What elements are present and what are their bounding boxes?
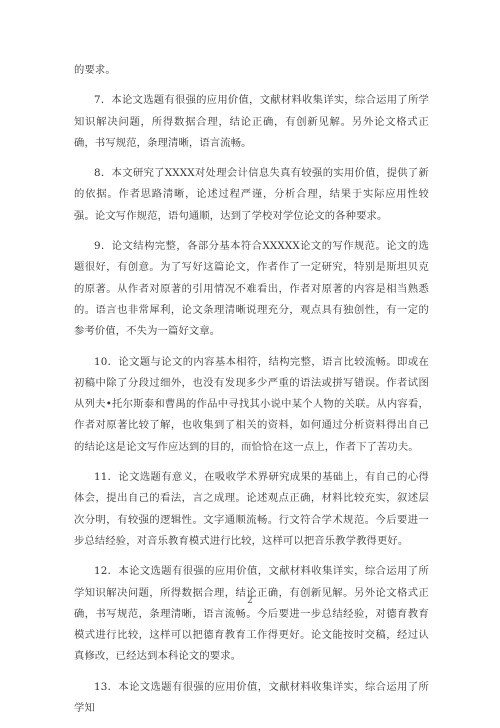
paragraph-item-10: 10．论文题与论文的内容基本相符，结构完整，语言比较流畅。即或在初稿中除了分段过细外，也没有发现多少严重的语法或拼写错误。作者试图从列夫•托尔斯泰和曹禺的作品中寻找其小说中某个人物的关联。从内容看，作者对原著比较了解，也收集到了相关的资料，如何通过分析资料得出自己的结论这是论文写作应达到的目的，而恰恰在这一点上，作者下了苦功夫。	[74, 355, 429, 453]
paragraph-item-12: 12．本论文选题有很强的应用价值，文献材料收集详实，综合运用了所学知识解决问题，所得数据合理，结论正确，有创新见解。另外论文格式正确，书写规范，条理清晰，语言流畅。今后要进一步总结经验，对德育教育模式进行比较，这样可以把德育教育工作得更好。论文能按时交稿，经过认真修改，已经达到本科论文的要求。	[74, 565, 429, 663]
paragraph-item-9: 9．论文结构完整，各部分基本符合XXXXX论文的写作规范。论文的选题很好，有创意。为了写好这篇论文，作者作了一定研究，特别是斯坦贝克的原著。从作者对原著的引用情况不难看出，作者对原著的内容是相当熟悉的。语言也非常犀利，论文条理清晰说理充分，观点具有独创性，有一定的参考价值，不失为一篇好文章。	[74, 240, 429, 338]
page-number: 2	[247, 596, 253, 606]
paragraph-item-8: 8．本文研究了XXXX对处理会计信息失真有较强的实用价值，提供了新的依据。作者思路清晰，论述过程严谨，分析合理，结果于实际应用性较强。论文写作规范，语句通顺，达到了学校对学位论文的各种要求。	[74, 167, 429, 222]
paragraph-item-13: 13．本论文选题有很强的应用价值，文献材料收集详实，综合运用了所学知	[74, 680, 429, 715]
paragraph-item-7: 7．本论文选题有很强的应用价值，文献材料收集详实，综合运用了所学知识解决问题，所得数据合理，结论正确，有创新见解。另外论文格式正确，书写规范，条理清晰，语言流畅。	[74, 94, 429, 149]
paragraph-continuation: 的要求。	[74, 64, 116, 76]
document-body	[74, 60, 429, 728]
paragraph-item-11: 11．论文选题有意义，在吸收学术界研究成果的基础上，有自己的心得体会，提出自己的看法，言之成理。论述观点正确，材料比较充实，叙述层次分明，有较强的逻辑性。文字通顺流畅。行文符合学术规范。今后要进一步总结经验，对音乐教育模式进行比较，这样可以把音乐教学教得更好。	[74, 471, 429, 547]
